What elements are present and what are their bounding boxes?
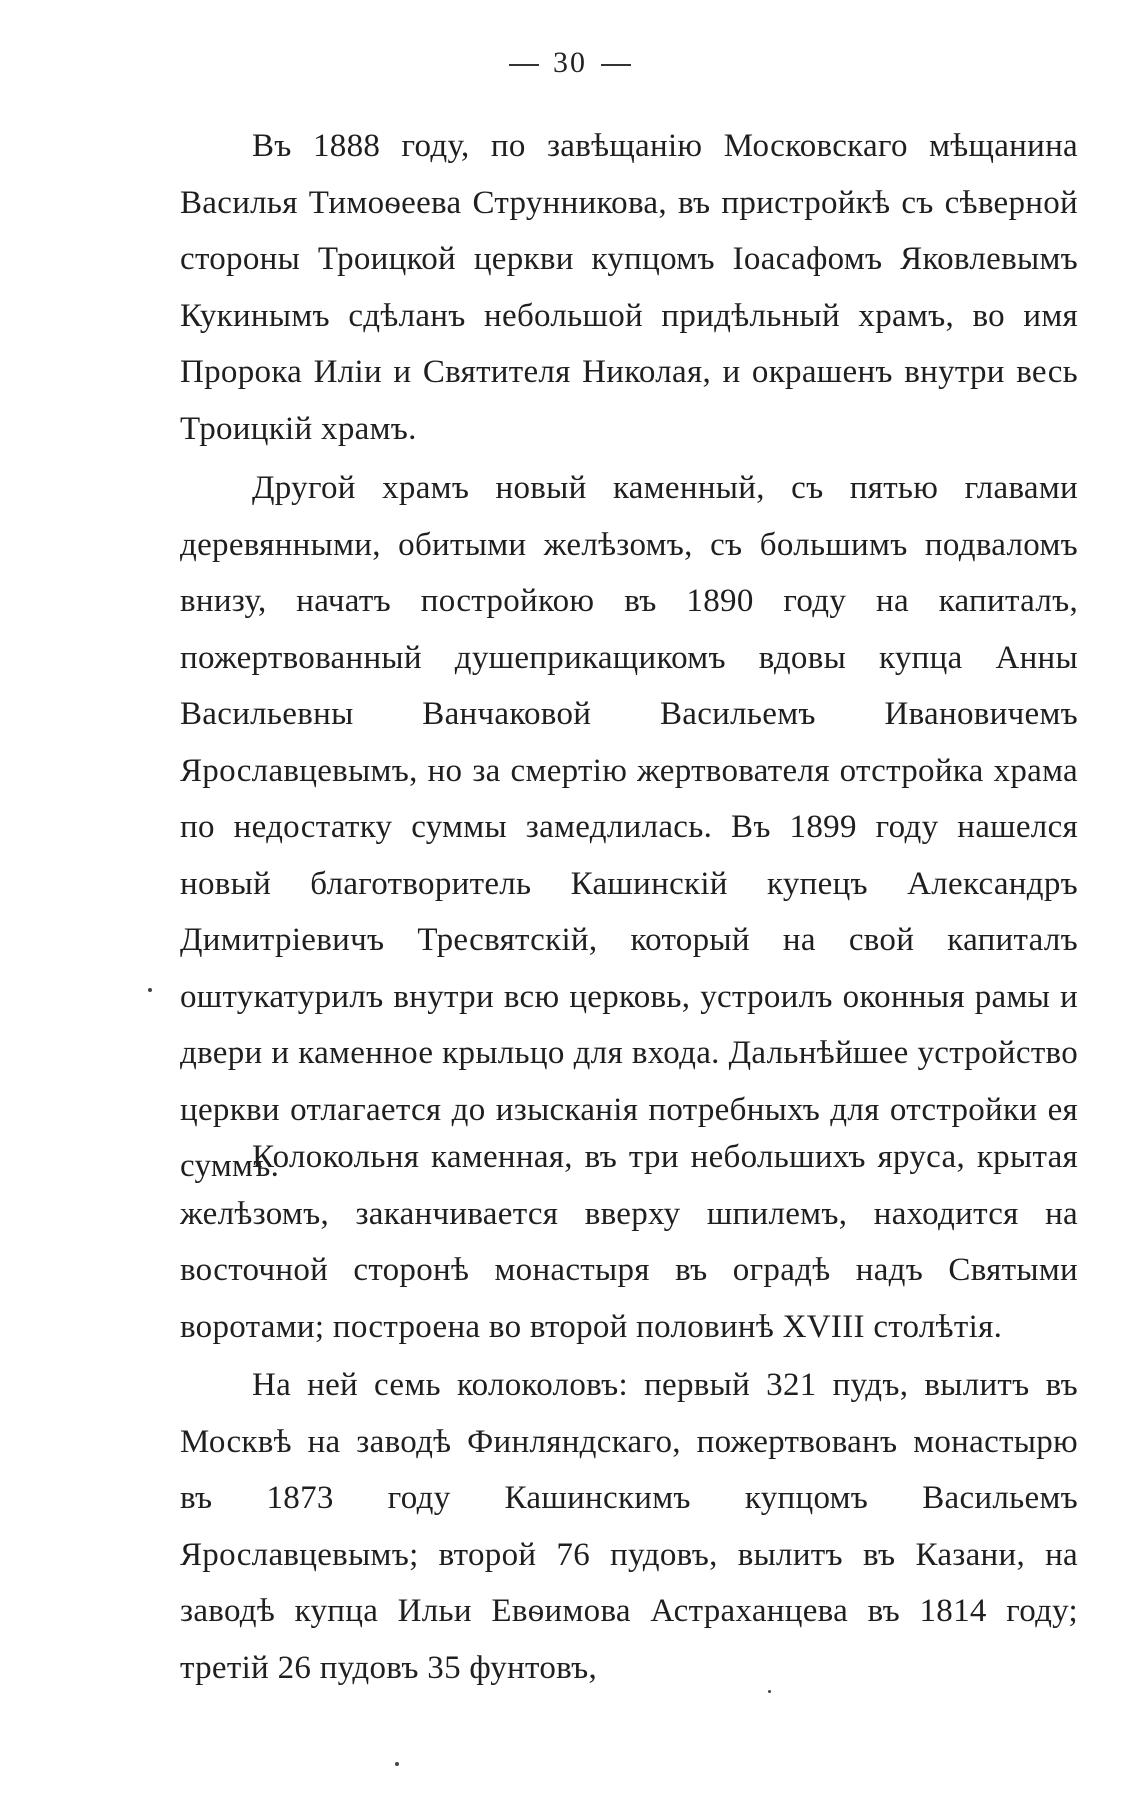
scan-speck <box>768 1690 771 1693</box>
paragraph-bells: На ней семь колоколовъ: первый 321 пудъ, вылитъ въ Москвѣ на заводѣ Финляндскаго, пожертвованъ монастырю въ 1873 году Кашинскимъ купцомъ Васильемъ Ярославцевымъ; второй 76 пудовъ, вылитъ въ Казани, на заводѣ купца Ильи Евѳимова Астраханцева въ 1814 году; третій 26 пудовъ 35 фунтовъ, <box>180 1367 1078 1686</box>
paragraph-bell-tower: Колокольня каменная, въ три небольшихъ яруса, крытая желѣзомъ, заканчивается вверху шпилемъ, находится на восточной сторонѣ монастыря въ оградѣ надъ Святыми воротами; построена во второй половинѣ XVIII столѣтія. <box>180 1139 1078 1345</box>
paragraph-1888-chapel: Въ 1888 году, по завѣщанію Московскаго мѣщанина Василья Тимоѳеева Струнникова, въ пристройкѣ съ сѣверной стороны Троицкой церкви купцомъ Іоасафомъ Яковлевымъ Кукинымъ сдѣланъ небольшой придѣльный храмъ, во имя Пророка Иліи и Святителя Николая, и окрашенъ внутри весь Троицкій храмъ. <box>180 128 1078 447</box>
page-number <box>0 46 1140 80</box>
page-number-dash-right <box>601 64 631 66</box>
paragraph-new-stone-church: Другой храмъ новый каменный, съ пятью главами деревянными, обитыми желѣзомъ, съ большимъ подваломъ внизу, начатъ постройкою въ 1890 году на капиталъ, пожертвованный душеприкащикомъ вдовы купца Анны Васильевны Ванчаковой Васильемъ Ивановичемъ Ярославцевымъ, но за смертію жертвователя отстройка храма по недостатку суммы замедлилась. Въ 1899 году нашелся новый благотворитель Кашинскій купецъ Александръ Димитріевичъ Тресвятскій, который на свой капиталъ оштукатурилъ внутри всю церковь, устроилъ оконныя рамы и двери и каменное крыльцо для входа. Дальнѣйшее устройство церкви отлагается до изысканія потребныхъ для отстройки ея суммъ. <box>180 470 1078 1184</box>
scan-speck <box>148 988 152 992</box>
scan-speck <box>395 1762 399 1766</box>
page-number-dash-left <box>509 64 539 66</box>
page-number-value: 30 <box>553 46 587 79</box>
